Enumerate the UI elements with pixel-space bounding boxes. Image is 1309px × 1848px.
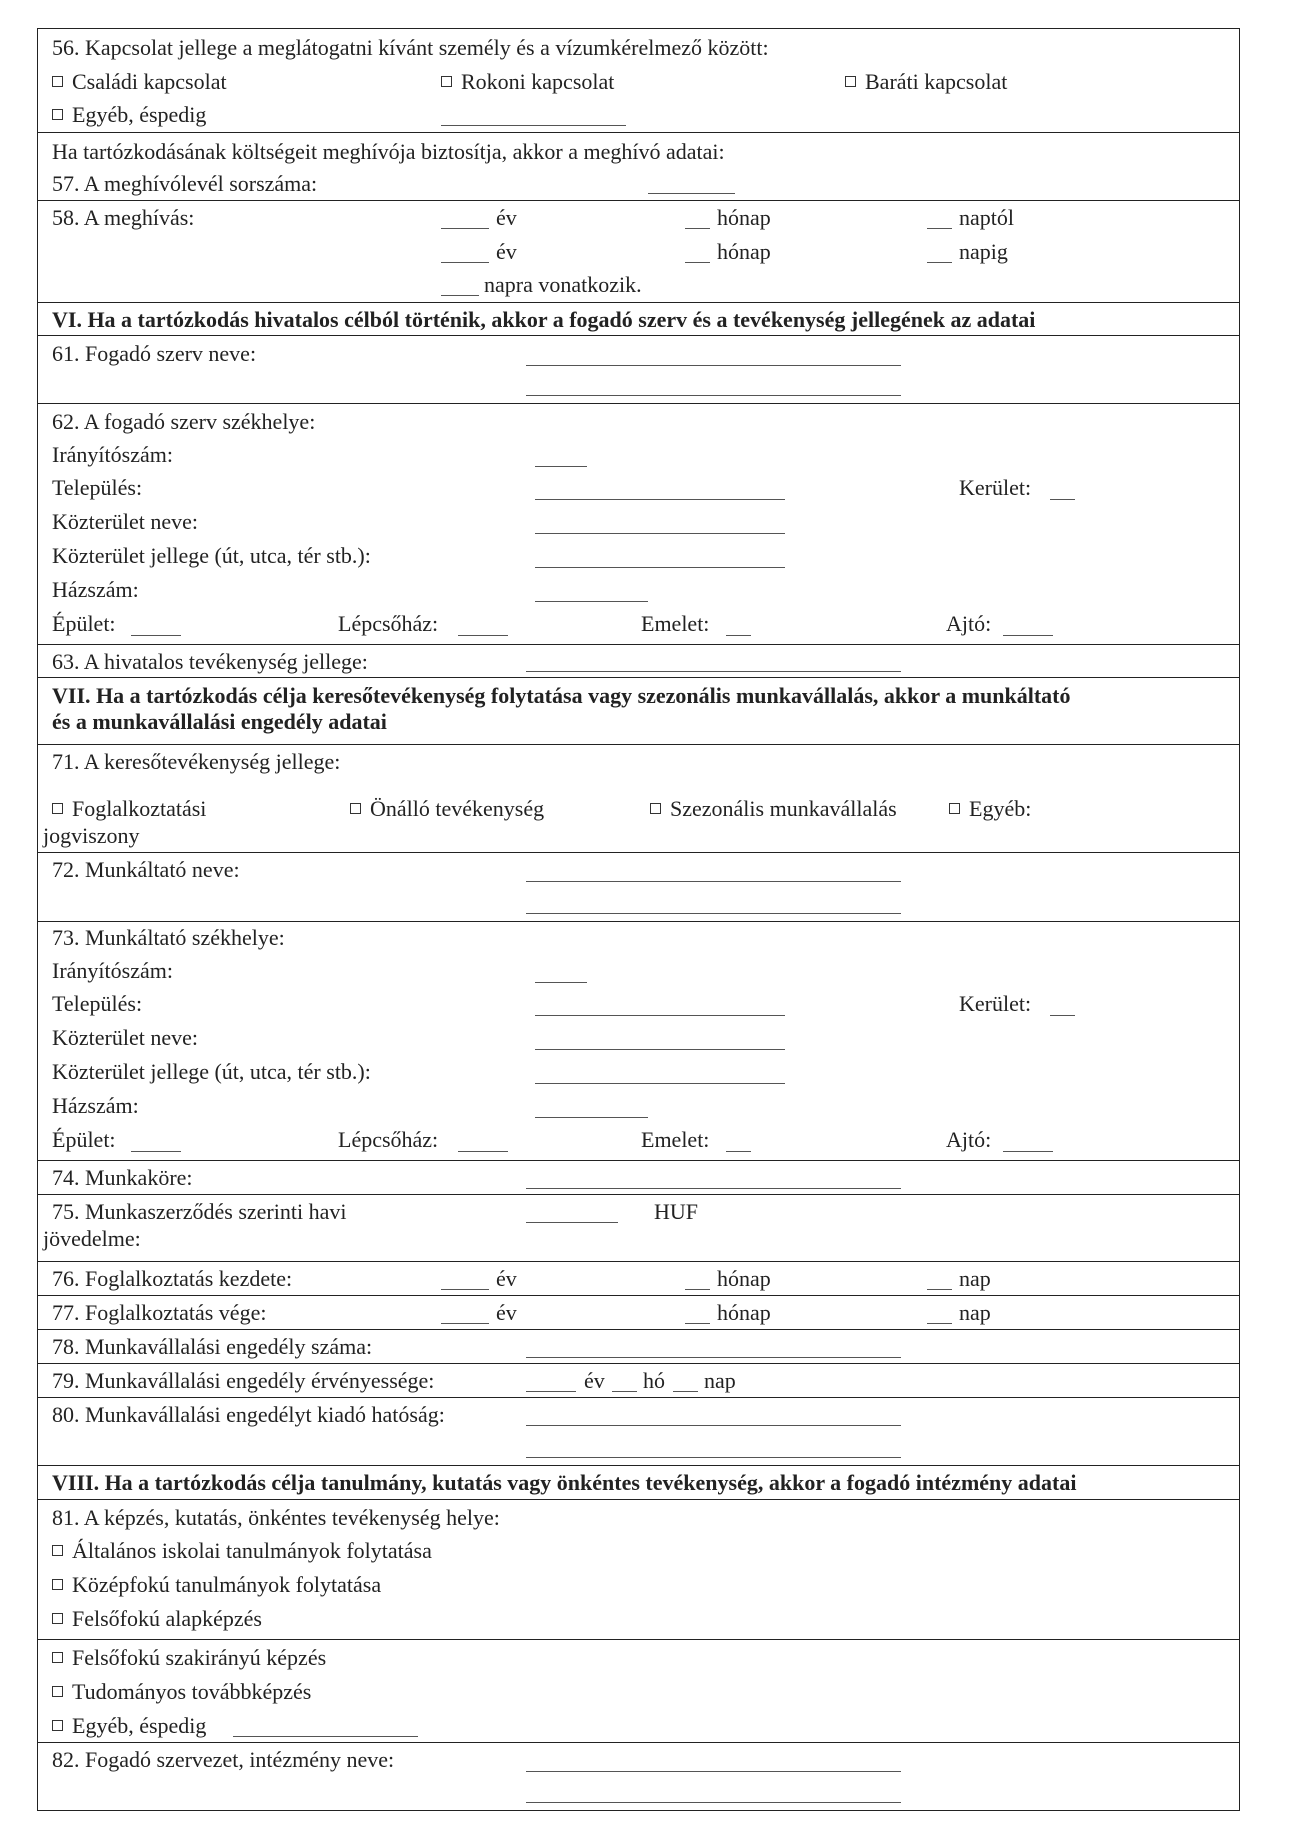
option-bachelor[interactable]: Felsőfokú alapképzés	[52, 1606, 262, 1632]
unit-year: év	[496, 1300, 517, 1325]
inviter-intro: Ha tartózkodásának költségeit meghívója biztosítja, akkor a meghívó adatai:	[52, 139, 725, 164]
row-divider	[38, 200, 1239, 201]
street-line[interactable]	[535, 533, 785, 534]
field-78-label: 78. Munkavállalási engedély száma:	[52, 1334, 373, 1359]
checkbox-icon[interactable]	[52, 1720, 63, 1731]
field-73-label: 73. Munkáltató székhelye:	[52, 925, 285, 950]
other-relationship-line[interactable]	[441, 125, 626, 126]
to-year-line[interactable]	[441, 262, 489, 263]
house-label: Házszám:	[52, 1093, 139, 1118]
unit-month: hónap	[717, 1300, 771, 1325]
checkbox-icon[interactable]	[949, 803, 960, 814]
zip-label: Irányítószám:	[52, 442, 173, 467]
from-month-line[interactable]	[685, 228, 710, 229]
checkbox-icon[interactable]	[52, 1613, 63, 1624]
unit-year: év	[584, 1368, 605, 1393]
checkbox-icon[interactable]	[52, 109, 63, 120]
institution-name-line-1[interactable]	[526, 1771, 901, 1772]
from-year-line[interactable]	[441, 228, 489, 229]
row-divider	[38, 921, 1239, 922]
permit-number-line[interactable]	[526, 1357, 901, 1358]
option-seasonal[interactable]: Szezonális munkavállalás	[650, 796, 897, 822]
validity-year-line[interactable]	[526, 1391, 576, 1392]
district-label: Kerület:	[959, 991, 1032, 1016]
option-friend[interactable]: Baráti kapcsolat	[845, 69, 1007, 95]
door-label: Ajtó:	[946, 611, 992, 636]
field-76-label: 76. Foglalkoztatás kezdete:	[52, 1266, 293, 1291]
floor-line[interactable]	[726, 1151, 751, 1152]
street-type-label: Közterület jellege (út, utca, tér stb.):	[52, 543, 371, 568]
stair-label: Lépcsőház:	[338, 1127, 439, 1152]
option-self-employed[interactable]: Önálló tevékenység	[350, 796, 544, 822]
checkbox-icon[interactable]	[845, 76, 856, 87]
option-postgraduate[interactable]: Felsőfokú szakirányú képzés	[52, 1645, 326, 1671]
invitation-number-line[interactable]	[648, 193, 735, 194]
section-vi-title: VI. Ha a tartózkodás hivatalos célból történik, akkor a fogadó szerv és a tevékenység jellegének az adatai	[52, 307, 1036, 332]
unit-month: hónap	[717, 205, 771, 230]
stair-label: Lépcsőház:	[338, 611, 439, 636]
field-75-label-line2: jövedelme:	[43, 1226, 141, 1251]
building-line[interactable]	[131, 635, 181, 636]
official-activity-line[interactable]	[526, 671, 901, 672]
row-divider	[38, 1160, 1239, 1161]
field-57-label: 57. A meghívólevél sorszáma:	[52, 171, 318, 196]
option-family[interactable]: Családi kapcsolat	[52, 69, 227, 95]
field-82-label: 82. Fogadó szervezet, intézmény neve:	[52, 1747, 395, 1772]
field-79-label: 79. Munkavállalási engedély érvényessége:	[52, 1368, 435, 1393]
row-divider	[38, 1742, 1239, 1743]
issuing-authority-line-1[interactable]	[526, 1425, 901, 1426]
unit-year: év	[496, 205, 517, 230]
institution-name-line-2[interactable]	[526, 1802, 901, 1803]
city-line[interactable]	[535, 1015, 785, 1016]
row-divider	[38, 1499, 1239, 1500]
field-77-label: 77. Foglalkoztatás vége:	[52, 1300, 267, 1325]
building-label: Épület:	[52, 611, 116, 636]
row-divider	[38, 1329, 1239, 1330]
validity-month-line[interactable]	[612, 1391, 637, 1392]
row-divider	[38, 1397, 1239, 1398]
unit-to-day: napig	[959, 239, 1008, 264]
stair-line[interactable]	[458, 1151, 508, 1152]
row-divider	[38, 677, 1239, 678]
district-line[interactable]	[1050, 499, 1075, 500]
row-divider	[38, 1363, 1239, 1364]
checkbox-icon[interactable]	[52, 803, 63, 814]
option-employment-line2: jogviszony	[43, 823, 140, 848]
row-divider	[38, 1295, 1239, 1296]
section-vii-title-line2: és a munkavállalási engedély adatai	[52, 709, 387, 734]
unit-day: nap	[959, 1300, 991, 1325]
district-label: Kerület:	[959, 475, 1032, 500]
option-other-study[interactable]: Egyéb, éspedig	[52, 1713, 206, 1739]
checkbox-icon[interactable]	[52, 1652, 63, 1663]
field-62-label: 62. A fogadó szerv székhelye:	[52, 409, 316, 434]
unit-day: nap	[959, 1266, 991, 1291]
end-year-line[interactable]	[441, 1323, 489, 1324]
city-line[interactable]	[535, 499, 785, 500]
row-divider	[38, 1194, 1239, 1195]
city-label: Település:	[52, 475, 143, 500]
city-label: Település:	[52, 991, 143, 1016]
option-relative[interactable]: Rokoni kapcsolat	[441, 69, 614, 95]
row-divider	[38, 403, 1239, 404]
checkbox-icon[interactable]	[441, 76, 452, 87]
row-divider	[38, 644, 1239, 645]
street-type-label: Közterület jellege (út, utca, tér stb.):	[52, 1059, 371, 1084]
days-count-line[interactable]	[441, 295, 479, 296]
unit-month: hónap	[717, 1266, 771, 1291]
house-label: Házszám:	[52, 577, 139, 602]
to-day-line[interactable]	[927, 262, 952, 263]
row-divider	[38, 335, 1239, 336]
unit-from-day: naptól	[959, 205, 1014, 230]
validity-day-line[interactable]	[673, 1391, 698, 1392]
employer-name-line-2[interactable]	[526, 913, 901, 914]
district-line[interactable]	[1050, 1015, 1075, 1016]
monthly-income-line[interactable]	[526, 1222, 618, 1223]
row-divider	[38, 1261, 1239, 1262]
option-other-activity[interactable]: Egyéb:	[949, 796, 1031, 822]
street-label: Közterület neve:	[52, 509, 198, 534]
section-vii-title-line1: VII. Ha a tartózkodás célja keresőtevékenység folytatása vagy szezonális munkavállalás, akkor a munkáltató	[52, 683, 1071, 708]
row-divider	[38, 744, 1239, 745]
start-day-line[interactable]	[927, 1289, 952, 1290]
street-type-line[interactable]	[535, 567, 785, 568]
unit-year: év	[496, 1266, 517, 1291]
door-line[interactable]	[1003, 635, 1053, 636]
row-divider	[38, 1639, 1239, 1640]
field-75-label-line1: 75. Munkaszerződés szerinti havi	[52, 1199, 347, 1224]
from-day-line[interactable]	[927, 228, 952, 229]
checkbox-icon[interactable]	[52, 1579, 63, 1590]
street-line[interactable]	[535, 1049, 785, 1050]
building-label: Épület:	[52, 1127, 116, 1152]
row-divider	[38, 1465, 1239, 1466]
door-line[interactable]	[1003, 1151, 1053, 1152]
field-72-label: 72. Munkáltató neve:	[52, 857, 240, 882]
option-research[interactable]: Tudományos továbbképzés	[52, 1679, 311, 1705]
door-label: Ajtó:	[946, 1127, 992, 1152]
street-label: Közterület neve:	[52, 1025, 198, 1050]
unit-day: nap	[704, 1368, 736, 1393]
end-day-line[interactable]	[927, 1323, 952, 1324]
field-81-label: 81. A képzés, kutatás, önkéntes tevékenység helye:	[52, 1505, 500, 1530]
floor-line[interactable]	[726, 635, 751, 636]
option-secondary-school[interactable]: Középfokú tanulmányok folytatása	[52, 1572, 381, 1598]
unit-year: év	[496, 239, 517, 264]
street-type-line[interactable]	[535, 1083, 785, 1084]
zip-line[interactable]	[535, 466, 587, 467]
job-title-line[interactable]	[526, 1188, 901, 1189]
start-month-line[interactable]	[685, 1289, 710, 1290]
other-study-line[interactable]	[233, 1736, 418, 1737]
field-61-label: 61. Fogadó szerv neve:	[52, 341, 257, 366]
days-count-suffix: napra vonatkozik.	[484, 272, 642, 297]
employer-name-line-1[interactable]	[526, 881, 901, 882]
field-80-label: 80. Munkavállalási engedélyt kiadó hatóság:	[52, 1402, 445, 1427]
section-viii-title: VIII. Ha a tartózkodás célja tanulmány, kutatás vagy önkéntes tevékenység, akkor a fogadó intézmény adatai	[52, 1470, 1077, 1495]
floor-label: Emelet:	[641, 1127, 710, 1152]
visa-application-form-page	[37, 28, 1240, 1811]
house-line[interactable]	[535, 1117, 648, 1118]
stair-line[interactable]	[458, 635, 508, 636]
host-name-line-1[interactable]	[526, 365, 901, 366]
row-divider	[38, 302, 1239, 303]
checkbox-icon[interactable]	[650, 803, 661, 814]
checkbox-icon[interactable]	[350, 803, 361, 814]
currency-label: HUF	[654, 1199, 699, 1224]
checkbox-icon[interactable]	[52, 1545, 63, 1556]
field-56-label: 56. Kapcsolat jellege a meglátogatni kívánt személy és a vízumkérelmező között:	[52, 35, 769, 60]
unit-month: hónap	[717, 239, 771, 264]
row-divider	[38, 852, 1239, 853]
option-employment[interactable]: Foglalkoztatási	[52, 796, 206, 822]
house-line[interactable]	[535, 601, 648, 602]
zip-label: Irányítószám:	[52, 958, 173, 983]
start-year-line[interactable]	[441, 1289, 489, 1290]
checkbox-icon[interactable]	[52, 76, 63, 87]
field-63-label: 63. A hivatalos tevékenység jellege:	[52, 649, 368, 674]
floor-label: Emelet:	[641, 611, 710, 636]
row-divider	[38, 132, 1239, 133]
host-name-line-2[interactable]	[526, 395, 901, 396]
option-primary-school[interactable]: Általános iskolai tanulmányok folytatása	[52, 1538, 432, 1564]
field-71-label: 71. A keresőtevékenység jellege:	[52, 749, 341, 774]
unit-month: hó	[643, 1368, 665, 1393]
option-other[interactable]: Egyéb, éspedig	[52, 102, 206, 128]
end-month-line[interactable]	[685, 1323, 710, 1324]
field-58-label: 58. A meghívás:	[52, 205, 195, 230]
zip-line[interactable]	[535, 982, 587, 983]
to-month-line[interactable]	[685, 262, 710, 263]
field-74-label: 74. Munkaköre:	[52, 1165, 193, 1190]
issuing-authority-line-2[interactable]	[526, 1457, 901, 1458]
checkbox-icon[interactable]	[52, 1686, 63, 1697]
building-line[interactable]	[131, 1151, 181, 1152]
